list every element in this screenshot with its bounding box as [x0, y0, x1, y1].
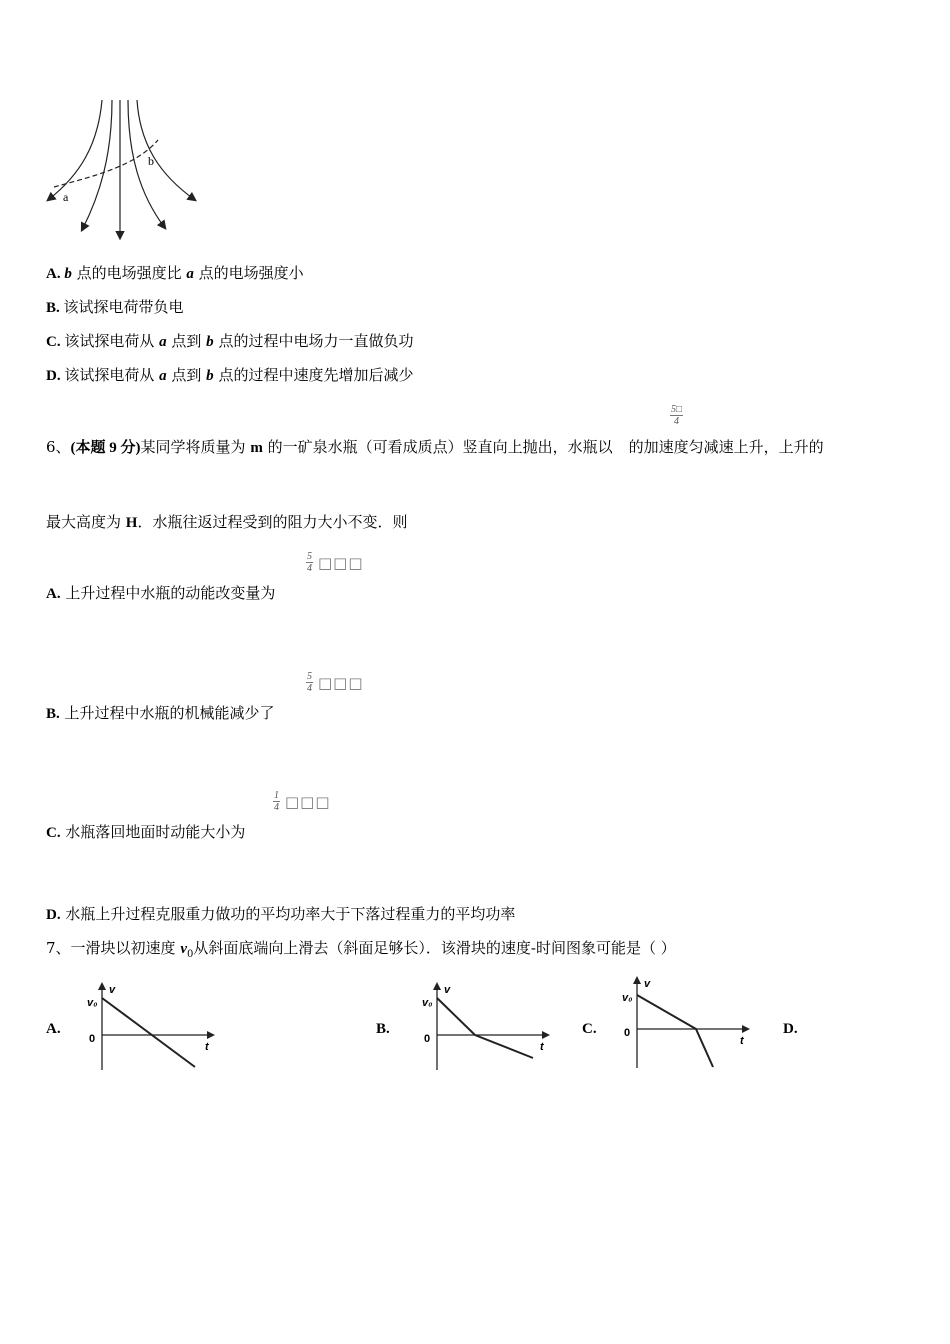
x-axis-arrow — [742, 1025, 750, 1033]
point-b-label: b — [148, 154, 154, 168]
y-axis-label: v — [644, 978, 651, 990]
italic-variable: a — [159, 334, 167, 350]
italic-variable: b — [64, 266, 72, 282]
italic-variable: a — [159, 368, 167, 384]
y-axis-arrow — [633, 976, 641, 984]
q6-question-line1: 6、(本题 9 分)某同学将质量为 m 的一矿泉水瓶（可看成质点）竖直向上抛出，水瓶以 的加速度匀减速上升，上升的 — [46, 438, 824, 456]
q5-option-c — [46, 330, 413, 351]
x-axis-arrow — [542, 1031, 550, 1039]
v0-label: v₀ — [87, 997, 98, 1009]
q6-option-a-fraction: $\frac{5}{4}$ — [307, 551, 312, 574]
electric-field-figure — [40, 95, 210, 245]
italic-variable: a — [186, 266, 194, 282]
option-text: 点的过程中速度先增加后减少 — [213, 366, 414, 384]
option-letter: A. — [46, 266, 65, 282]
v0-label: v₀ — [422, 997, 433, 1009]
q6-option-b: B. 上升过程中水瓶的机械能减少了 — [46, 704, 275, 722]
q5-option-b — [46, 296, 184, 317]
q7-graph-d-label: D. — [783, 1021, 798, 1037]
q7-graph-a-label: A. — [46, 1021, 61, 1037]
velocity-line — [102, 998, 195, 1067]
option-letter: C. — [46, 334, 65, 350]
q7-graph-b — [420, 980, 560, 1075]
y-axis-arrow — [433, 982, 441, 990]
origin-label: 0 — [624, 1027, 631, 1039]
field-line — [82, 100, 112, 230]
field-line — [48, 100, 102, 200]
q5-option-a — [46, 262, 304, 283]
point-a-label: a — [63, 190, 69, 204]
q6-option-c-boxes: □□□ — [285, 793, 331, 811]
q6-option-a: A. 上升过程中水瓶的动能改变量为 — [46, 584, 276, 602]
option-text: 点的电场强度比 — [71, 264, 187, 282]
q7-graph-b-label: B. — [376, 1021, 390, 1037]
v0-label: v₀ — [622, 992, 633, 1004]
italic-variable: b — [206, 334, 214, 350]
q6-option-d: D. 水瓶上升过程克服重力做功的平均功率大于下落过程重力的平均功率 — [46, 905, 516, 923]
option-text: 点到 — [166, 332, 207, 350]
origin-label: 0 — [424, 1033, 431, 1045]
y-axis-arrow — [98, 982, 106, 990]
origin-label: 0 — [89, 1033, 96, 1045]
option-text: 该试探电荷从 — [64, 366, 160, 384]
option-text: 该试探电荷带负电 — [63, 298, 184, 316]
q7-graph-c — [620, 974, 760, 1074]
field-line — [137, 100, 195, 200]
velocity-line — [637, 995, 713, 1067]
velocity-line — [437, 998, 533, 1058]
q6-option-c: C. 水瓶落回地面时动能大小为 — [46, 823, 246, 841]
option-text: 该试探电荷从 — [64, 332, 160, 350]
x-axis-label: t — [540, 1041, 544, 1053]
y-axis-label: v — [444, 984, 451, 996]
q7-graph-a — [85, 980, 225, 1075]
option-text: 点的电场强度小 — [193, 264, 304, 282]
q6-option-c-fraction: $\frac{1}{4}$ — [274, 790, 279, 813]
q7-graph-c-label: C. — [582, 1021, 597, 1037]
option-letter: B. — [46, 300, 64, 316]
q6-acceleration-fraction: $\frac{5□}{4}$ — [671, 404, 683, 427]
option-text: 点到 — [166, 366, 207, 384]
option-text: 点的过程中电场力一直做负功 — [213, 332, 414, 350]
q5-option-d — [46, 364, 413, 385]
q7-question: 7、一滑块以初速度 $v_0$从斜面底端向上滑去（斜面足够长）．该滑块的速度-时间图象可能是（ ） — [46, 939, 676, 960]
q6-option-a-boxes: □□□ — [318, 554, 364, 572]
option-letter: D. — [46, 368, 65, 384]
x-axis-arrow — [207, 1031, 215, 1039]
x-axis-label: t — [740, 1035, 744, 1047]
field-line — [128, 100, 165, 228]
x-axis-label: t — [205, 1041, 209, 1053]
y-axis-label: v — [109, 984, 116, 996]
q6-option-b-fraction: $\frac{5}{4}$ — [307, 671, 312, 694]
q6-option-b-boxes: □□□ — [318, 674, 364, 692]
q6-question-line2: 最大高度为 H．水瓶往返过程受到的阻力大小不变．则 — [46, 513, 408, 531]
italic-variable: b — [206, 368, 214, 384]
